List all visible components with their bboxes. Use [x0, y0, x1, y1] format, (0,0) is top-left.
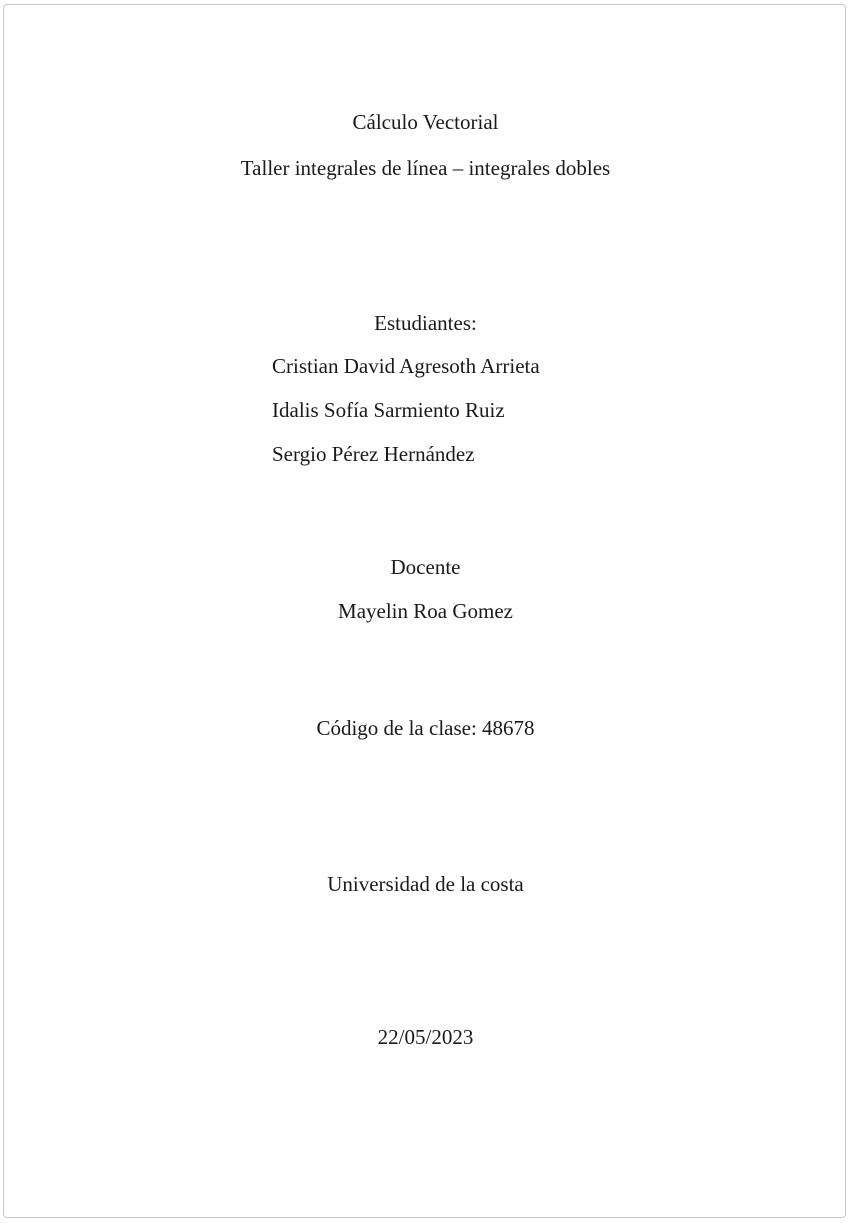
- student-name: Idalis Sofía Sarmiento Ruiz: [272, 398, 505, 422]
- student-name: Sergio Pérez Hernández: [272, 442, 475, 466]
- assignment-title: Taller integrales de línea – integrales dobles: [240, 156, 611, 180]
- document-date: 22/05/2023: [377, 1025, 474, 1049]
- course-title: Cálculo Vectorial: [352, 110, 499, 134]
- teacher-label: Docente: [390, 555, 461, 579]
- students-label: Estudiantes:: [374, 311, 477, 335]
- class-code: Código de la clase: 48678: [316, 716, 535, 740]
- document-page: [3, 4, 846, 1218]
- university-name: Universidad de la costa: [327, 872, 524, 896]
- teacher-name: Mayelin Roa Gomez: [338, 599, 513, 623]
- student-name: Cristian David Agresoth Arrieta: [272, 354, 540, 378]
